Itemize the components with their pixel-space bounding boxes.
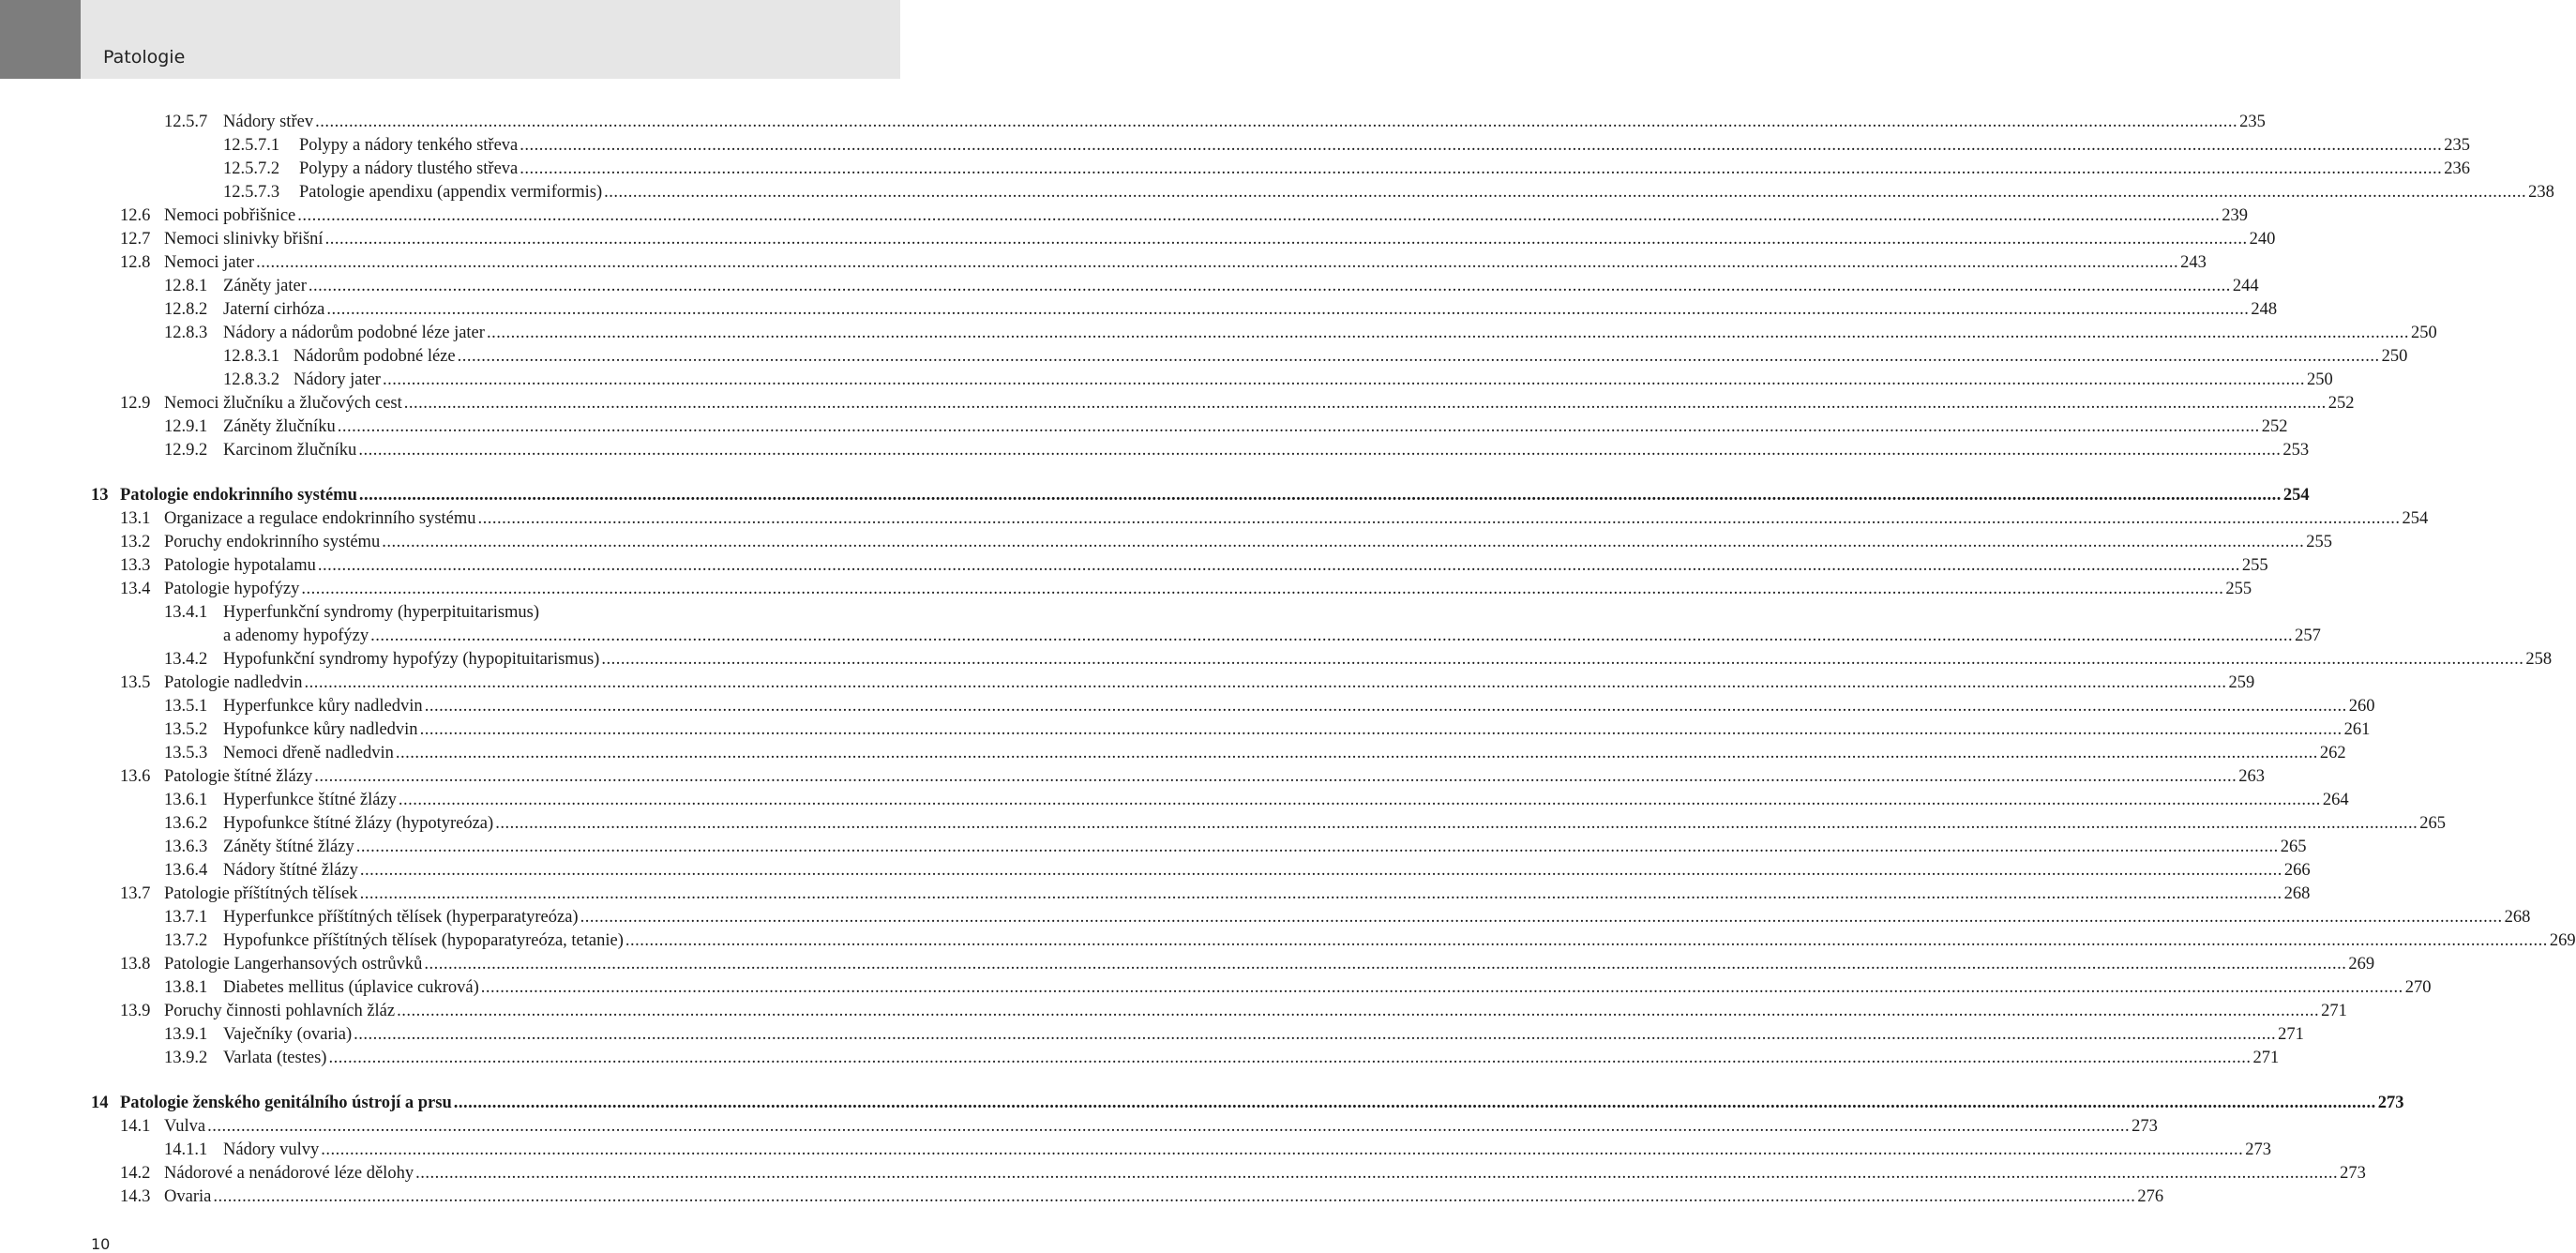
- running-header-title: Patologie: [103, 47, 186, 68]
- toc-entry-page: 243: [2180, 253, 2207, 272]
- toc-entry-title: Patologie endokrinního systému: [120, 486, 357, 505]
- toc-entry-number: 13.4: [120, 580, 151, 598]
- toc-entry-continuation: [223, 625, 2321, 647]
- toc-entry-page: 273: [2377, 1094, 2404, 1112]
- toc-entry-number: 13.6.2: [164, 814, 208, 833]
- toc-entry-number: 12.7: [120, 230, 151, 249]
- toc-entry-title: Hypofunkce kůry nadledvin: [223, 720, 418, 739]
- toc-leader-dots: ................................................................................................................................................................................................................................................................................................................................................................................................................: [337, 417, 2260, 436]
- toc-leader-dots: ................................................................................................................................................................................................................................................................................................................................................................................................................: [625, 931, 2548, 950]
- toc-leader-dots: ................................................................................................................................................................................................................................................................................................................................................................................................................: [354, 1025, 2277, 1044]
- toc-leader-dots: ................................................................................................................................................................................................................................................................................................................................................................................................................: [395, 744, 2318, 762]
- toc-entry-title: Nádory štítné žlázy: [223, 861, 358, 880]
- toc-entry-page: 265: [2280, 838, 2307, 856]
- toc-entry-page: 255: [2225, 580, 2252, 598]
- toc-entry: [120, 554, 2268, 577]
- toc-entry: [223, 181, 2554, 204]
- toc-entry-page: 257: [2295, 626, 2321, 645]
- toc-entry-number: 12.5.7: [164, 113, 208, 131]
- toc-entry-title: Hyperfunkce štítné žlázy: [223, 791, 397, 809]
- toc-chapter-entry: [91, 484, 2310, 506]
- toc-chapter-entry: [91, 1092, 2404, 1114]
- toc-entry-number: 13.5.3: [164, 744, 208, 762]
- toc-entry-number: 14: [91, 1094, 109, 1112]
- toc-entry-number: 12.8.3: [164, 324, 208, 342]
- toc-leader-dots: ................................................................................................................................................................................................................................................................................................................................................................................................................: [314, 767, 2237, 786]
- toc-entry-title: Nemoci pobřišnice: [164, 206, 296, 225]
- toc-entry-title: Patologie ženského genitálního ústrojí a prsu: [120, 1094, 452, 1112]
- toc-entry: [164, 1023, 2304, 1046]
- toc-entry: [120, 672, 2255, 694]
- toc-entry: [120, 507, 2429, 530]
- toc-entry-title: Nádory vulvy: [223, 1140, 320, 1159]
- toc-entry-title: Záněty žlučníku: [223, 417, 336, 436]
- toc-leader-dots: ................................................................................................................................................................................................................................................................................................................................................................................................................: [486, 324, 2409, 342]
- toc-leader-dots: ................................................................................................................................................................................................................................................................................................................................................................................................................: [213, 1187, 2136, 1206]
- toc-entry-title: Poruchy činnosti pohlavních žláz: [164, 1002, 396, 1020]
- toc-entry-title: Diabetes mellitus (úplavice cukrová): [223, 978, 479, 997]
- toc-entry: [164, 742, 2346, 764]
- toc-entry: [120, 953, 2375, 975]
- toc-entry-page: 268: [2504, 908, 2531, 927]
- toc-leader-dots: ................................................................................................................................................................................................................................................................................................................................................................................................................: [477, 509, 2401, 528]
- toc-entry-number: 12.9.2: [164, 441, 208, 460]
- toc-entry-number: 13.6: [120, 767, 151, 786]
- toc-leader-dots: ................................................................................................................................................................................................................................................................................................................................................................................................................: [604, 183, 2527, 202]
- toc-leader-dots: ................................................................................................................................................................................................................................................................................................................................................................................................................: [580, 908, 2503, 927]
- toc-entry: [164, 859, 2311, 882]
- toc-entry-number: 13.4.1: [164, 603, 208, 622]
- toc-leader-dots: ................................................................................................................................................................................................................................................................................................................................................................................................................: [382, 533, 2305, 551]
- toc-entry-title: Nádory jater: [294, 370, 381, 389]
- toc-entry-number: 13.2: [120, 533, 151, 551]
- toc-entry-number: 12.9: [120, 394, 151, 413]
- toc-entry-title: Patologie příštítných tělísek: [164, 884, 358, 903]
- toc-entry-number: 12.8.3.1: [223, 347, 280, 366]
- toc-entry: [164, 415, 2288, 438]
- toc-entry: [120, 765, 2265, 788]
- toc-leader-dots: ................................................................................................................................................................................................................................................................................................................................................................................................................: [358, 486, 2282, 505]
- toc-entry-page: 261: [2343, 720, 2371, 739]
- toc-entry-page: 269: [2549, 931, 2576, 950]
- toc-entry-number: 12.8.2: [164, 300, 208, 319]
- toc-entry-page: 252: [2327, 394, 2355, 413]
- toc-entry-title-continuation: a adenomy hypofýzy: [223, 626, 369, 645]
- toc-entry: [164, 298, 2278, 321]
- toc-entry-number: 13: [91, 486, 109, 505]
- toc-entry-page: 253: [2282, 441, 2310, 460]
- toc-leader-dots: ................................................................................................................................................................................................................................................................................................................................................................................................................: [308, 277, 2231, 295]
- toc-entry: [223, 345, 2408, 368]
- toc-leader-dots: ................................................................................................................................................................................................................................................................................................................................................................................................................: [326, 300, 2250, 319]
- toc-entry: [164, 695, 2375, 717]
- toc-entry: [223, 158, 2471, 180]
- toc-leader-dots: ................................................................................................................................................................................................................................................................................................................................................................................................................: [520, 136, 2443, 155]
- toc-entry-page: 263: [2238, 767, 2265, 786]
- toc-entry: [164, 275, 2259, 297]
- toc-leader-dots: ................................................................................................................................................................................................................................................................................................................................................................................................................: [256, 253, 2179, 272]
- toc-entry: [164, 812, 2446, 835]
- toc-entry-number: 13.1: [120, 509, 151, 528]
- toc-entry-number: 13.9.2: [164, 1049, 208, 1067]
- toc-entry-page: 235: [2239, 113, 2266, 131]
- toc-entry-page: 244: [2232, 277, 2259, 295]
- toc-leader-dots: ................................................................................................................................................................................................................................................................................................................................................................................................................: [315, 113, 2238, 131]
- toc-entry-page: 264: [2322, 791, 2349, 809]
- toc-entry-number: 13.7: [120, 884, 151, 903]
- toc-leader-dots: ................................................................................................................................................................................................................................................................................................................................................................................................................: [358, 441, 2282, 460]
- toc-entry: [120, 204, 2248, 227]
- toc-entry-title: Nemoci žlučníku a žlučových cest: [164, 394, 402, 413]
- toc-entry-page: 250: [2306, 370, 2333, 389]
- toc-leader-dots: ................................................................................................................................................................................................................................................................................................................................................................................................................: [601, 650, 2524, 669]
- toc-entry: [164, 929, 2576, 952]
- toc-entry: [164, 601, 539, 624]
- toc-entry: [164, 1139, 2271, 1161]
- toc-entry-title: Hypofunkční syndromy hypofýzy (hypopituitarismus): [223, 650, 600, 669]
- toc-entry-number: 13.5.1: [164, 697, 208, 716]
- toc-entry-number: 13.7.2: [164, 931, 208, 950]
- toc-entry-page: 252: [2261, 417, 2288, 436]
- toc-entry-page: 273: [2132, 1117, 2158, 1136]
- toc-entry-title: Ovaria: [164, 1187, 212, 1206]
- toc-entry: [223, 134, 2470, 157]
- toc-entry-page: 265: [2419, 814, 2446, 833]
- toc-entry-number: 14.1: [120, 1117, 151, 1136]
- toc-leader-dots: ................................................................................................................................................................................................................................................................................................................................................................................................................: [424, 955, 2347, 974]
- toc-entry: [223, 369, 2333, 391]
- toc-entry: [120, 531, 2332, 553]
- toc-entry-title: Patologie hypotalamu: [164, 556, 316, 575]
- toc-leader-dots: ................................................................................................................................................................................................................................................................................................................................................................................................................: [419, 720, 2343, 739]
- toc-entry-title: Nemoci slinivky břišní: [164, 230, 324, 249]
- toc-entry-number: 12.5.7.2: [223, 159, 280, 178]
- toc-entry-title: Patologie hypofýzy: [164, 580, 300, 598]
- toc-entry: [164, 111, 2266, 133]
- toc-leader-dots: ................................................................................................................................................................................................................................................................................................................................................................................................................: [424, 697, 2347, 716]
- toc-entry-number: 12.5.7.1: [223, 136, 280, 155]
- toc-entry-page: 271: [2278, 1025, 2304, 1044]
- toc-entry-page: 259: [2228, 673, 2255, 692]
- toc-leader-dots: ................................................................................................................................................................................................................................................................................................................................................................................................................: [355, 838, 2279, 856]
- toc-entry-page: 266: [2283, 861, 2311, 880]
- toc-entry-page: 235: [2444, 136, 2470, 155]
- toc-entry: [120, 392, 2355, 415]
- toc-entry-page: 254: [2402, 509, 2429, 528]
- toc-entry-title: Nemoci jater: [164, 253, 255, 272]
- toc-entry-title: Hypofunkce příštítných tělísek (hypoparatyreóza, tetanie): [223, 931, 624, 950]
- toc-entry: [164, 1047, 2280, 1069]
- toc-entry-page: 262: [2319, 744, 2346, 762]
- toc-entry: [164, 789, 2349, 811]
- toc-entry-number: 12.9.1: [164, 417, 208, 436]
- toc-leader-dots: ................................................................................................................................................................................................................................................................................................................................................................................................................: [495, 814, 2418, 833]
- toc-entry: [120, 1185, 2164, 1208]
- toc-entry-number: 12.6: [120, 206, 151, 225]
- toc-entry: [120, 1162, 2366, 1185]
- toc-leader-dots: ................................................................................................................................................................................................................................................................................................................................................................................................................: [301, 580, 2224, 598]
- toc-leader-dots: ................................................................................................................................................................................................................................................................................................................................................................................................................: [382, 370, 2305, 389]
- toc-entry-number: 13.7.1: [164, 908, 208, 927]
- toc-entry-number: 13.6.3: [164, 838, 208, 856]
- toc-entry-page: 271: [2321, 1002, 2347, 1020]
- toc-entry-number: 13.3: [120, 556, 151, 575]
- toc-entry-page: 248: [2251, 300, 2278, 319]
- toc-entry-title: Nádory a nádorům podobné léze jater: [223, 324, 485, 342]
- toc-entry-number: 12.5.7.3: [223, 183, 280, 202]
- toc-entry: [164, 648, 2553, 671]
- toc-leader-dots: ................................................................................................................................................................................................................................................................................................................................................................................................................: [520, 159, 2443, 178]
- toc-leader-dots: ................................................................................................................................................................................................................................................................................................................................................................................................................: [321, 1140, 2244, 1159]
- toc-leader-dots: ................................................................................................................................................................................................................................................................................................................................................................................................................: [359, 884, 2282, 903]
- toc-leader-dots: ................................................................................................................................................................................................................................................................................................................................................................................................................: [317, 556, 2240, 575]
- toc-entry-page: 268: [2283, 884, 2311, 903]
- toc-entry-title: Hypofunkce štítné žlázy (hypotyreóza): [223, 814, 494, 833]
- toc-leader-dots: ................................................................................................................................................................................................................................................................................................................................................................................................................: [457, 347, 2380, 366]
- toc-entry-number: 13.9.1: [164, 1025, 208, 1044]
- toc-entry-page: 250: [2381, 347, 2408, 366]
- toc-entry-number: 13.5.2: [164, 720, 208, 739]
- toc-entry-number: 13.4.2: [164, 650, 208, 669]
- toc-entry: [120, 883, 2311, 905]
- toc-entry-title: Polypy a nádory tenkého střeva: [299, 136, 519, 155]
- page-number: 10: [91, 1235, 111, 1253]
- toc-entry-title: Nádorové a nenádorové léze dělohy: [164, 1164, 414, 1183]
- toc-entry-number: 13.9: [120, 1002, 151, 1020]
- toc-entry-title: Patologie Langerhansových ostrůvků: [164, 955, 423, 974]
- toc-entry-page: 255: [2241, 556, 2268, 575]
- toc-entry-page: 273: [2340, 1164, 2366, 1183]
- toc-entry: [164, 836, 2307, 858]
- toc-entry-title: Patologie apendixu (appendix vermiformis): [299, 183, 603, 202]
- toc-entry-title: Organizace a regulace endokrinního systému: [164, 509, 476, 528]
- toc-entry: [164, 906, 2531, 928]
- toc-entry: [120, 578, 2252, 600]
- toc-entry-title: Nádorům podobné léze: [294, 347, 456, 366]
- toc-entry-page: 255: [2306, 533, 2332, 551]
- toc-entry-title: Záněty štítné žlázy: [223, 838, 354, 856]
- toc-entry-page: 270: [2404, 978, 2432, 997]
- toc-entry-title: Vulva: [164, 1117, 206, 1136]
- toc-entry-page: 273: [2245, 1140, 2271, 1159]
- toc-entry: [120, 251, 2207, 274]
- toc-entry-title: Hyperfunkce příštítných tělísek (hyperparatyreóza): [223, 908, 579, 927]
- toc-leader-dots: ................................................................................................................................................................................................................................................................................................................................................................................................................: [480, 978, 2403, 997]
- toc-entry-number: 12.8.1: [164, 277, 208, 295]
- toc-entry-number: 14.3: [120, 1187, 151, 1206]
- toc-entry: [164, 322, 2437, 344]
- toc-entry-number: 12.8.3.2: [223, 370, 280, 389]
- toc-entry-page: 240: [2249, 230, 2276, 249]
- toc-entry-page: 250: [2410, 324, 2437, 342]
- toc-entry-page: 276: [2137, 1187, 2164, 1206]
- toc-entry-page: 258: [2525, 650, 2553, 669]
- toc-entry-number: 13.8: [120, 955, 151, 974]
- toc-entry-number: 13.6.1: [164, 791, 208, 809]
- toc-entry-title: Jaterní cirhóza: [223, 300, 325, 319]
- toc-leader-dots: ................................................................................................................................................................................................................................................................................................................................................................................................................: [398, 791, 2321, 809]
- toc-entry-page: 238: [2528, 183, 2554, 202]
- toc-entry: [164, 439, 2310, 461]
- toc-entry-title: Hyperfunkce kůry nadledvin: [223, 697, 423, 716]
- toc-entry-title: Polypy a nádory tlustého střeva: [299, 159, 519, 178]
- toc-entry-number: 13.6.4: [164, 861, 208, 880]
- toc-entry: [164, 976, 2432, 999]
- toc-leader-dots: ................................................................................................................................................................................................................................................................................................................................................................................................................: [207, 1117, 2131, 1136]
- toc-entry-page: 269: [2348, 955, 2375, 974]
- toc-leader-dots: ................................................................................................................................................................................................................................................................................................................................................................................................................: [397, 1002, 2320, 1020]
- toc-entry-title: Vaječníky (ovaria): [223, 1025, 353, 1044]
- toc-entry-title: Záněty jater: [223, 277, 307, 295]
- toc-entry: [164, 718, 2371, 741]
- toc-entry-page: 236: [2444, 159, 2471, 178]
- toc-entry-number: 13.8.1: [164, 978, 208, 997]
- toc-entry-title: Varlata (testes): [223, 1049, 327, 1067]
- toc-entry-number: 14.2: [120, 1164, 151, 1183]
- toc-leader-dots: ................................................................................................................................................................................................................................................................................................................................................................................................................: [359, 861, 2282, 880]
- toc-leader-dots: ................................................................................................................................................................................................................................................................................................................................................................................................................: [370, 626, 2294, 645]
- toc-entry-title: Patologie nadledvin: [164, 673, 303, 692]
- toc-leader-dots: ................................................................................................................................................................................................................................................................................................................................................................................................................: [453, 1094, 2376, 1112]
- toc-entry-title: Patologie štítné žlázy: [164, 767, 313, 786]
- toc-entry-page: 254: [2282, 486, 2310, 505]
- toc-leader-dots: ................................................................................................................................................................................................................................................................................................................................................................................................................: [415, 1164, 2339, 1183]
- toc-entry-number: 13.5: [120, 673, 151, 692]
- toc-entry: [120, 1115, 2158, 1138]
- toc-leader-dots: ................................................................................................................................................................................................................................................................................................................................................................................................................: [403, 394, 2327, 413]
- toc-leader-dots: ................................................................................................................................................................................................................................................................................................................................................................................................................: [328, 1049, 2252, 1067]
- toc-leader-dots: ................................................................................................................................................................................................................................................................................................................................................................................................................: [304, 673, 2227, 692]
- toc-leader-dots: ................................................................................................................................................................................................................................................................................................................................................................................................................: [297, 206, 2221, 225]
- toc-leader-dots: ................................................................................................................................................................................................................................................................................................................................................................................................................: [324, 230, 2248, 249]
- toc-entry-title: Karcinom žlučníku: [223, 441, 357, 460]
- toc-entry-title: Nádory střev: [223, 113, 314, 131]
- toc-entry-page: 239: [2222, 206, 2248, 225]
- toc-entry-number: 14.1.1: [164, 1140, 208, 1159]
- toc-entry-title: Poruchy endokrinního systému: [164, 533, 381, 551]
- toc-entry-title: Nemoci dřeně nadledvin: [223, 744, 394, 762]
- toc-entry-number: 12.8: [120, 253, 151, 272]
- toc-entry: [120, 228, 2276, 250]
- toc-entry: [120, 1000, 2347, 1022]
- toc-entry-title: Hyperfunkční syndromy (hyperpituitarismus): [223, 603, 540, 622]
- toc-entry-page: 271: [2252, 1049, 2280, 1067]
- toc-entry-page: 260: [2348, 697, 2375, 716]
